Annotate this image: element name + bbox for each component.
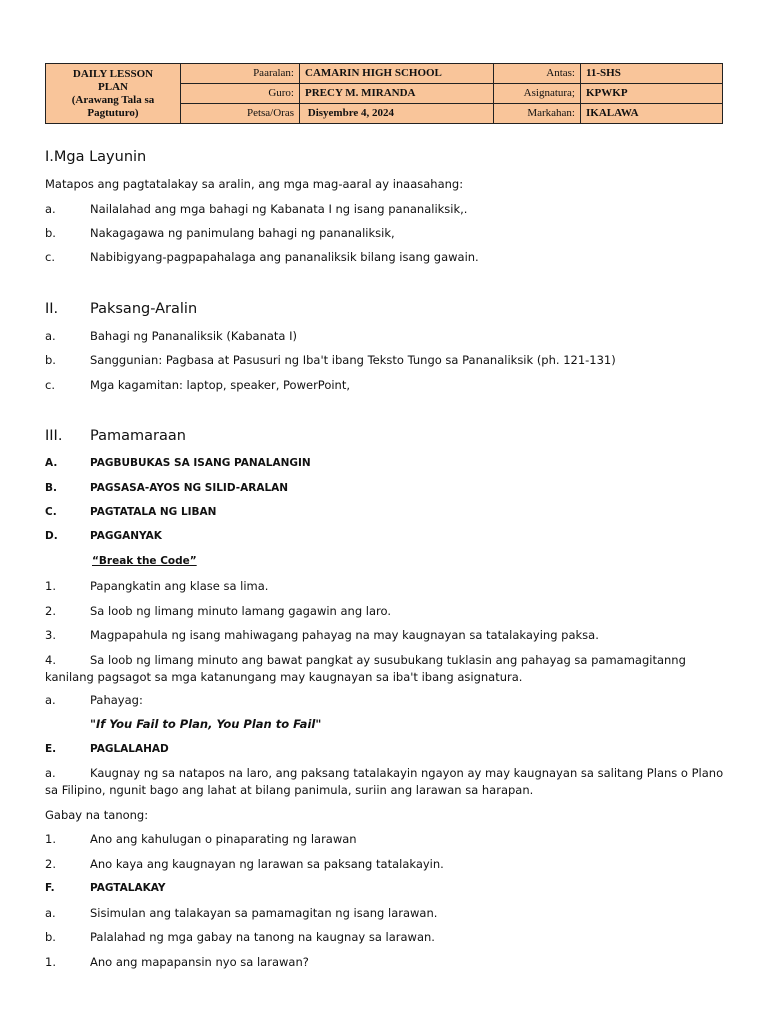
list-marker: c. bbox=[45, 250, 55, 264]
date-time-label: Petsa/Oras bbox=[181, 104, 300, 124]
step-title: PAGTATALA NG LIBAN bbox=[90, 506, 217, 518]
list-marker: 2. bbox=[45, 857, 56, 871]
procedure-step bbox=[45, 741, 169, 757]
procedure-step bbox=[45, 528, 162, 544]
daily-lesson-plan-title bbox=[46, 64, 181, 124]
list-item bbox=[45, 856, 444, 872]
title-line: PLAN bbox=[98, 80, 128, 93]
list-text: Pahayag: bbox=[90, 693, 143, 707]
title-line: (Arawang Tala sa bbox=[71, 93, 155, 106]
list-text: Sisimulan ang talakayan sa pamamagitan ng isang larawan. bbox=[90, 906, 438, 920]
list-text: Nabibigyang-pagpapahalaga ang pananaliksik bilang isang gawain. bbox=[90, 250, 479, 264]
list-marker: 3. bbox=[45, 628, 56, 642]
quote: "If You Fail to Plan, You Plan to Fail" bbox=[90, 717, 322, 731]
title-line: DAILY LESSON bbox=[72, 67, 154, 80]
list-marker: 1. bbox=[45, 832, 56, 846]
section-2-title: Paksang-Aralin bbox=[90, 301, 198, 317]
list-marker: a. bbox=[45, 766, 56, 780]
list-marker: 4. bbox=[45, 653, 56, 667]
step-title: PAGTALAKAY bbox=[90, 882, 166, 894]
step-marker: D. bbox=[45, 530, 58, 542]
teacher-value: PRECY M. MIRANDA bbox=[300, 84, 494, 104]
step-title: PAGSASA-AYOS NG SILID-ARALAN bbox=[90, 482, 289, 494]
list-item bbox=[45, 225, 395, 241]
list-item bbox=[45, 249, 479, 265]
list-item bbox=[45, 652, 725, 685]
list-item bbox=[45, 352, 616, 368]
list-text: Nakagagawa ng panimulang bahagi ng pananaliksik, bbox=[90, 226, 395, 240]
list-marker: a. bbox=[45, 202, 56, 216]
list-text: Ano kaya ang kaugnayan ng larawan sa paksang tatalakayin. bbox=[90, 857, 444, 871]
procedure-step bbox=[45, 504, 216, 520]
list-marker: b. bbox=[45, 930, 56, 944]
list-text: Bahagi ng Pananaliksik (Kabanata I) bbox=[90, 329, 297, 343]
subject-label: Asignatura; bbox=[494, 84, 581, 104]
subject-value: KPWKP bbox=[581, 84, 723, 104]
list-item bbox=[45, 377, 350, 393]
list-text: Sa loob ng limang minuto ang bawat pangkat ay susubukang tuklasin ang pahayag sa pamamagitanng kanilang pagsagot sa mga katanungang may kaugnayan sa iba't ibang asignatura. bbox=[45, 653, 686, 684]
list-text: Sa loob ng limang minuto lamang gagawin ang laro. bbox=[90, 604, 391, 618]
list-item bbox=[45, 929, 435, 945]
list-item bbox=[45, 627, 599, 643]
quarter-value: IKALAWA bbox=[581, 104, 723, 124]
teacher-label: Guro: bbox=[181, 84, 300, 104]
list-marker: a. bbox=[45, 693, 56, 707]
list-text: Sanggunian: Pagbasa at Pasusuri ng Iba't ibang Teksto Tungo sa Pananaliksik (ph. 121-131) bbox=[90, 353, 616, 367]
section-3-marker: III. bbox=[45, 428, 63, 444]
list-marker: a. bbox=[45, 906, 56, 920]
list-item bbox=[45, 905, 437, 921]
step-marker: A. bbox=[45, 457, 58, 469]
list-text: Nailalahad ang mga bahagi ng Kabanata I ng isang pananaliksik,. bbox=[90, 202, 468, 216]
step-marker: F. bbox=[45, 882, 55, 894]
list-item bbox=[45, 328, 297, 344]
step-marker: C. bbox=[45, 506, 57, 518]
list-item bbox=[45, 954, 309, 970]
list-text: Ano ang kahulugan o pinaparating ng larawan bbox=[90, 832, 357, 846]
school-value: CAMARIN HIGH SCHOOL bbox=[300, 64, 494, 84]
list-item bbox=[45, 201, 467, 217]
section-3-title: Pamamaraan bbox=[90, 428, 186, 444]
list-item bbox=[45, 578, 268, 594]
game-title: “Break the Code” bbox=[92, 555, 197, 567]
list-item bbox=[45, 603, 391, 619]
list-item bbox=[45, 831, 357, 847]
step-title: PAGGANYAK bbox=[90, 530, 162, 542]
grade-label: Antas: bbox=[494, 64, 581, 84]
section-1-intro: Matapos ang pagtatalakay sa aralin, ang mga mag-aaral ay inaasahang: bbox=[45, 177, 464, 191]
list-text: Mga kagamitan: laptop, speaker, PowerPoint, bbox=[90, 378, 351, 392]
list-marker: 2. bbox=[45, 604, 56, 618]
lesson-plan-header-table bbox=[45, 63, 723, 124]
list-text: Papangkatin ang klase sa lima. bbox=[90, 579, 269, 593]
step-title: PAGLALAHAD bbox=[90, 743, 169, 755]
grade-value: 11-SHS bbox=[581, 64, 723, 84]
paragraph-text: Kaugnay ng sa natapos na laro, ang paksang tatalakayin ngayon ay may kaugnayan sa salitang Plans o Plano sa Filipino, ngunit bago ang lahat at bilang panimula, suriin ang larawan sa harapan. bbox=[45, 766, 724, 797]
procedure-step bbox=[45, 480, 288, 496]
list-marker: 1. bbox=[45, 579, 56, 593]
list-item bbox=[45, 692, 143, 708]
list-text: Magpapahula ng isang mahiwagang pahayag na may kaugnayan sa tatalakaying paksa. bbox=[90, 628, 599, 642]
step-marker: B. bbox=[45, 482, 57, 494]
step-title: PAGBUBUKAS SA ISANG PANALANGIN bbox=[90, 457, 311, 469]
procedure-step bbox=[45, 455, 311, 471]
procedure-step bbox=[45, 880, 165, 896]
list-marker: 1. bbox=[45, 955, 56, 969]
paglalahad-paragraph bbox=[45, 765, 725, 798]
school-label: Paaralan: bbox=[181, 64, 300, 84]
list-marker: b. bbox=[45, 226, 56, 240]
section-2-heading bbox=[45, 300, 197, 318]
gabay-label: Gabay na tanong: bbox=[45, 808, 149, 822]
section-2-marker: II. bbox=[45, 301, 59, 317]
step-marker: E. bbox=[45, 743, 57, 755]
date-time-value: Disyembre 4, 2024 bbox=[300, 104, 494, 124]
list-marker: a. bbox=[45, 329, 56, 343]
list-text: Ano ang mapapansin nyo sa larawan? bbox=[90, 955, 309, 969]
quarter-label: Markahan: bbox=[494, 104, 581, 124]
section-3-heading bbox=[45, 427, 186, 445]
list-marker: c. bbox=[45, 378, 55, 392]
list-marker: b. bbox=[45, 353, 56, 367]
title-line: Pagtuturo) bbox=[87, 106, 139, 119]
section-1-heading: I.Mga Layunin bbox=[45, 149, 147, 165]
list-text: Palalahad ng mga gabay na tanong na kaugnay sa larawan. bbox=[90, 930, 435, 944]
